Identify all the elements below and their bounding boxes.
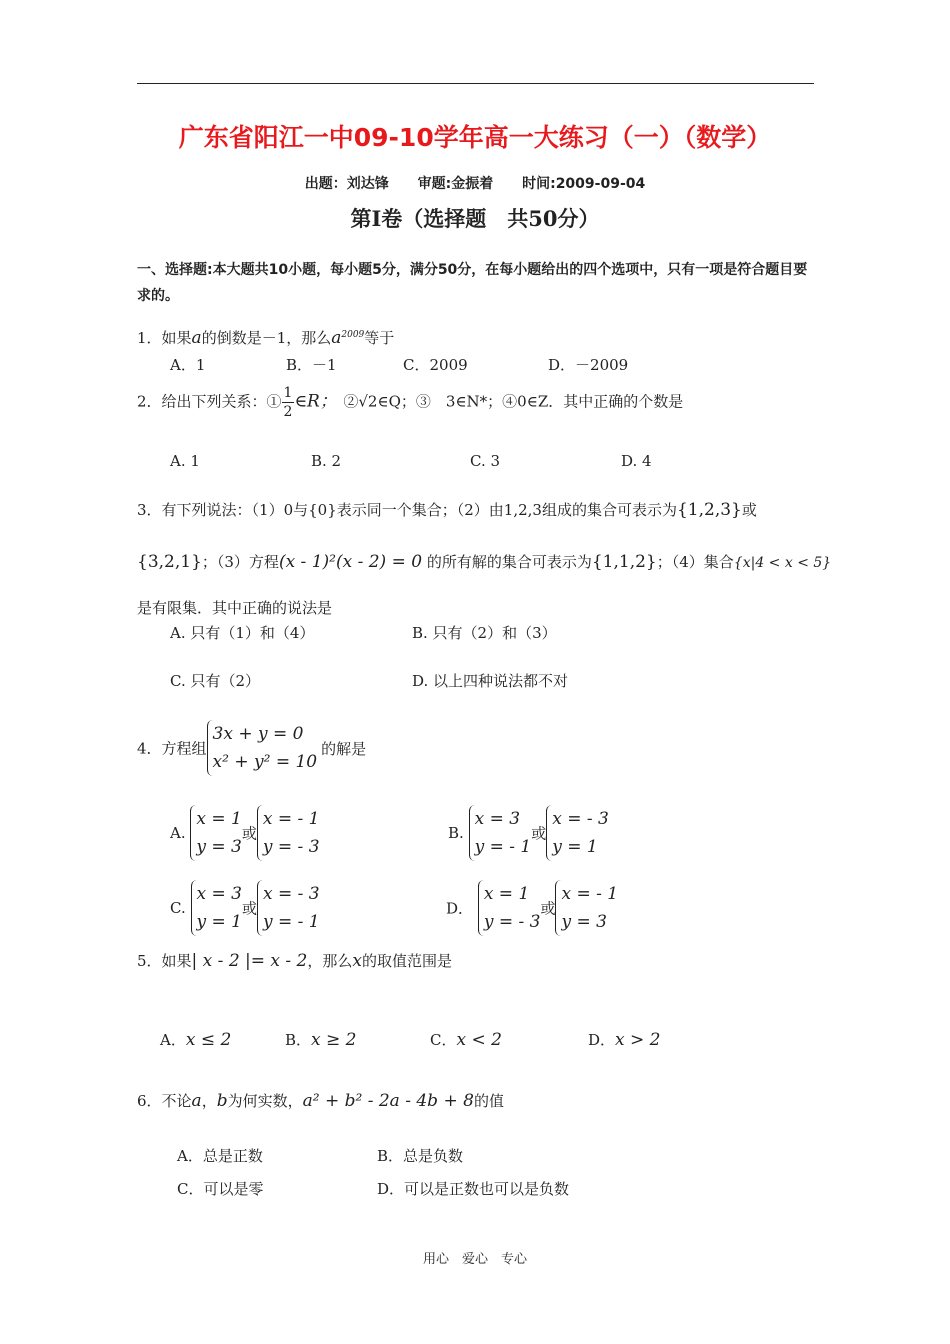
question-3-line-1: 3．有下列说法：（1）0与{0}表示同一个集合；（2）由1,2,3组成的集合可表示为{1,2,3}或	[137, 500, 757, 520]
q1-option-b: B．－1	[286, 356, 337, 374]
question-3-line-3: 是有限集．其中正确的说法是	[137, 599, 333, 617]
q3-option-b: B. 只有（2）和（3）	[412, 624, 557, 642]
q3-option-a: A. 只有（1）和（4）	[170, 624, 315, 642]
question-1: 1．如果a的倒数是－1，那么$a^{2009}$等于	[137, 328, 395, 348]
question-2: 2．给出下列关系：① $\frac{1}{2}\in R$； ②√2∈Q；③ 3∈N*；④0∈Z．其中正确的个数是	[137, 385, 684, 420]
q1-option-c: C．2009	[403, 356, 468, 374]
exam-meta	[0, 173, 950, 193]
q2-option-b: B. 2	[311, 452, 342, 470]
q3-option-d: D. 以上四种说法都不对	[412, 672, 569, 690]
q6-option-b: B．总是负数	[377, 1147, 464, 1165]
reviewer: 审题:金振着	[417, 176, 494, 192]
q4-option-d: D． x = 1 y = - 3或x = - 1 y = 3	[446, 880, 618, 936]
question-3-line-2: {3,2,1}；（3）方程(x - 1)²(x - 2) = 0 的所有解的集合可表示为{1,1,2}；（4）集合{x|4 < x < 5}	[137, 552, 832, 572]
instructions: 一、选择题:本大题共10小题，每小题5分，满分50分，在每小题给出的四个选项中，只有一项是符合题目要求的。	[137, 262, 808, 304]
system: x = - 3 y = 1	[546, 805, 609, 861]
q5-option-a: A．x ≤ 2	[160, 1030, 232, 1050]
q1-option-a: A．1	[170, 356, 206, 374]
fraction: $\frac{1}{2}$	[283, 385, 293, 420]
q3-option-c: C. 只有（2）	[170, 672, 261, 690]
system: x = - 3 y = - 1	[257, 880, 320, 936]
q4-option-a: A. x = 1 y = 3或x = - 1 y = - 3	[170, 805, 320, 861]
system: x = - 1 y = - 3	[257, 805, 320, 861]
q2-option-d: D. 4	[621, 452, 652, 470]
q5-option-d: D．x > 2	[588, 1030, 661, 1050]
question-5: 5．如果| x - 2 |= x - 2，那么x的取值范围是	[137, 951, 452, 971]
section-title: 第Ⅰ卷（选择题 共50分）	[350, 206, 600, 231]
header-rule	[137, 83, 814, 84]
system: x = 1 y = 3	[190, 805, 241, 861]
q2-option-c: C. 3	[470, 452, 501, 470]
q5-option-b: B．x ≥ 2	[285, 1030, 357, 1050]
q6-option-a: A．总是正数	[177, 1147, 263, 1165]
q4-option-c: C. x = 3 y = 1或x = - 3 y = - 1	[170, 880, 320, 936]
question-6: 6．不论a，b为何实数，a² + b² - 2a - 4b + 8的值	[137, 1091, 504, 1111]
date: 时间:2009-09-04	[522, 176, 646, 192]
q6-option-c: C．可以是零	[177, 1180, 264, 1198]
system: x = 3 y = 1	[191, 880, 242, 936]
equation-system: 3x + y = 0 x² + y² = 10	[207, 720, 318, 776]
system: x = - 1 y = 3	[555, 880, 618, 936]
system: x = 3 y = - 1	[469, 805, 532, 861]
q5-option-c: C．x < 2	[430, 1030, 502, 1050]
author: 出题：刘达锋	[304, 176, 389, 192]
q1-option-d: D．－2009	[548, 356, 629, 374]
system: x = 1 y = - 3	[478, 880, 541, 936]
q2-option-a: A. 1	[170, 452, 200, 470]
question-4: 4．方程组3x + y = 0 x² + y² = 10的解是	[137, 720, 366, 776]
page-footer: 用心 爱心 专心	[422, 1252, 527, 1267]
q4-option-b: B. x = 3 y = - 1或x = - 3 y = 1	[448, 805, 609, 861]
page-title: 广东省阳江一中09-10学年高一大练习（一）（数学）	[178, 123, 772, 152]
q6-option-d: D．可以是正数也可以是负数	[377, 1180, 570, 1198]
